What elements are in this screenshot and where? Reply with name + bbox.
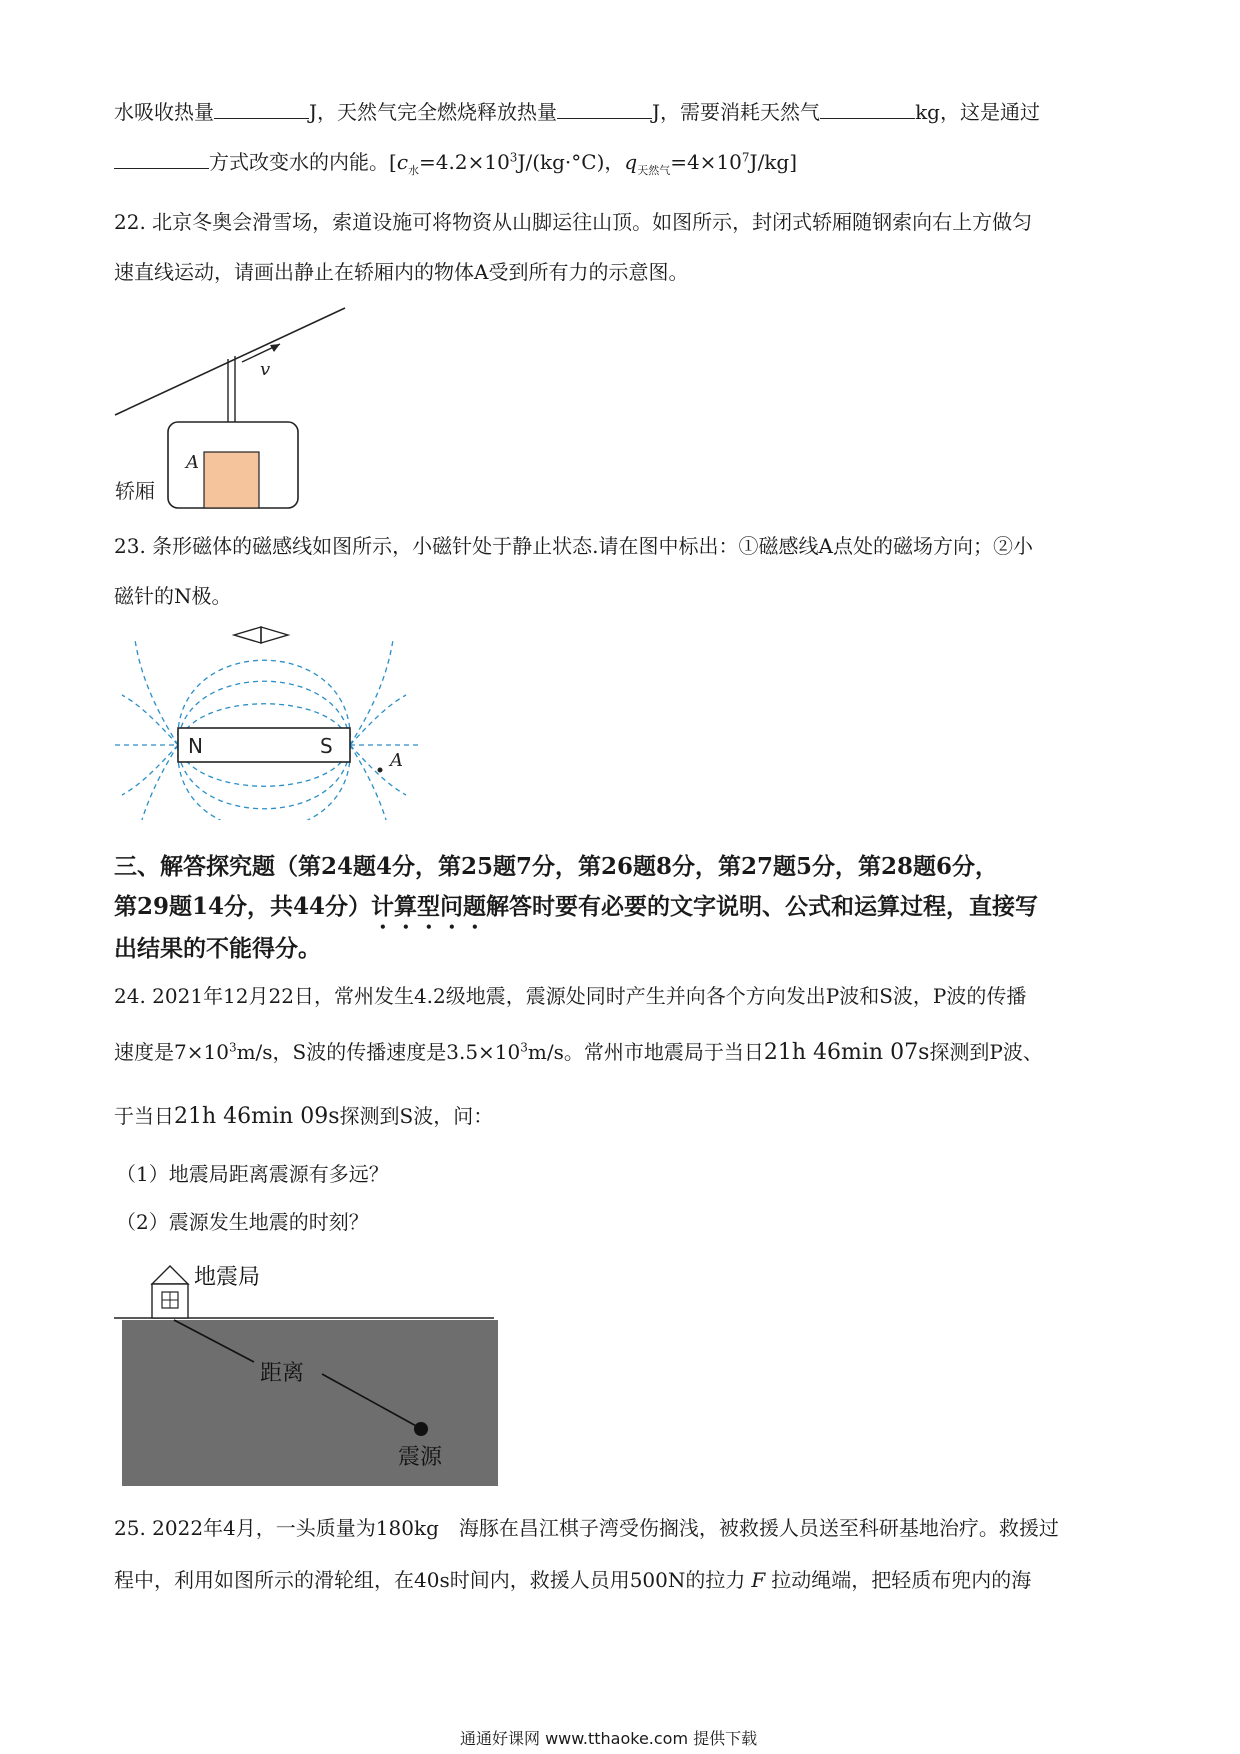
q24-detect-s: 探测到S波，问： — [339, 1104, 494, 1128]
station-roof — [152, 1266, 188, 1284]
field-line-ne-1 — [350, 695, 406, 745]
q21-text-c: J，需要消耗天然气 — [652, 100, 821, 124]
q25-line1 — [114, 1512, 1059, 1541]
q24-sub2: （2）震源发生地震的时刻？ — [116, 1210, 369, 1234]
q25-text-c: 程中，利用如图所示的滑轮组，在40s时间内，救援人员用500N的拉力 — [114, 1568, 746, 1592]
q24-line1: 24. 2021年12月22日，常州发生4.2级地震，震源处同时产生并向各个方向发出P波和S波，P波的传播 — [114, 984, 1027, 1008]
section3-line1: 三、解答探究题（第24题4分，第25题7分，第26题8分，第27题5分，第28题6分， — [114, 853, 999, 880]
q24-detect-p: 探测到P波、 — [929, 1040, 1043, 1064]
field-line-sw-2 — [135, 745, 178, 820]
c-symbol: c — [396, 150, 409, 174]
q24-p-exp: 3 — [228, 1040, 237, 1055]
q23-line1: 23. 条形磁体的磁感线如图所示，小磁针处于静止状态.请在图中标出：①磁感线A点处的磁场方向；②小 — [114, 534, 1033, 558]
steel-cable — [115, 308, 345, 415]
section3-line3: 出结果的不能得分。 — [114, 935, 321, 962]
compass-needle-right — [261, 627, 288, 643]
section3-emphasis: 计算型问题 — [371, 893, 487, 920]
q-unit: J/kg] — [749, 150, 798, 174]
field-line-sw-1 — [122, 745, 178, 795]
q21-line2 — [114, 146, 797, 178]
page-footer: 通通好课网 www.tthaoke.com 提供下载 — [460, 1729, 758, 1748]
earthquake-figure — [112, 1252, 502, 1492]
magnet-figure — [110, 620, 430, 820]
q25-text-d: 拉动绳端，把轻质布兜内的海 — [771, 1568, 1032, 1592]
q24-s-exp: 3 — [520, 1040, 528, 1055]
c-exponent: 3 — [509, 150, 518, 165]
q21-text-b: J，天然气完全燃烧释放热量 — [309, 100, 558, 124]
q21-line1 — [114, 96, 1040, 125]
object-a-label: A — [186, 452, 199, 473]
q23-line2: 磁针的N极。 — [114, 584, 232, 608]
q22-line1: 22. 北京冬奥会滑雪场，索道设施可将物资从山脚运往山顶。如图所示，封闭式轿厢随钢索向右上方做匀 — [114, 210, 1033, 234]
point-a-dot — [378, 768, 383, 773]
field-line-ne-2 — [350, 640, 393, 745]
cabin-label: 轿厢 — [115, 479, 155, 503]
q22-line2: 速直线运动，请画出静止在轿厢内的物体A受到所有力的示意图。 — [114, 260, 689, 284]
q21-text-e: 方式改变水的内能。[ — [209, 150, 397, 174]
q25-line2 — [114, 1564, 1031, 1593]
q-exponent: 7 — [741, 150, 750, 165]
q25-text-a: 25. 2022年4月，一头质量为180kg — [114, 1516, 439, 1540]
q24-line3 — [114, 1100, 493, 1129]
q21-text-d: kg，这是通过 — [915, 100, 1040, 124]
q24-time-p: 21h 46min 07s — [763, 1040, 930, 1065]
q24-p-speed: 速度是7×10 — [114, 1040, 229, 1064]
q21-text-a: 水吸收热量 — [114, 100, 214, 124]
section3-line2-pre: 第29题14分，共44分） — [114, 893, 372, 920]
section3-line2-post: 解答时要有必要的文字说明、公式和运算过程，直接写 — [486, 893, 1039, 920]
field-line-nw-2 — [135, 640, 178, 745]
field-line-se-2 — [350, 745, 393, 820]
c-value: =4.2×10 — [419, 150, 510, 174]
north-pole-label: N — [188, 734, 203, 758]
c-unit: J/(kg·°C)， — [517, 150, 625, 174]
q24-same-day: 于当日 — [114, 1104, 174, 1128]
compass-needle-left — [234, 627, 261, 643]
point-a-label: A — [390, 750, 403, 771]
q24-station-text: m/s。常州市地震局于当日 — [527, 1040, 764, 1064]
force-symbol: F — [751, 1568, 766, 1592]
q-value: =4×10 — [670, 150, 742, 174]
velocity-label: v — [260, 359, 271, 380]
answer-blank-2[interactable] — [557, 98, 652, 119]
object-a — [204, 452, 259, 508]
q24-time-s: 21h 46min 09s — [174, 1104, 340, 1129]
section3-line2 — [114, 888, 1038, 934]
compass-needle[interactable] — [234, 627, 288, 643]
q24-sub1: （1）地震局距离震源有多远？ — [116, 1162, 389, 1186]
answer-blank-3[interactable] — [820, 98, 915, 119]
epicenter-dot — [414, 1422, 428, 1436]
answer-blank-4[interactable] — [114, 148, 209, 169]
south-pole-label: S — [320, 734, 333, 758]
q24-line2 — [114, 1036, 1043, 1065]
q24-s-speed: m/s，S波的传播速度是3.5×10 — [236, 1040, 521, 1064]
cable-car-figure — [110, 300, 360, 515]
answer-blank-1[interactable] — [214, 98, 309, 119]
q25-text-b: 海豚在昌江棋子湾受伤搁浅，被救援人员送至科研基地治疗。救援过 — [458, 1516, 1059, 1540]
field-line-nw-1 — [122, 695, 178, 745]
distance-label: 距离 — [260, 1361, 305, 1386]
q-subscript: 天然气 — [637, 164, 671, 177]
station-label: 地震局 — [194, 1265, 261, 1290]
epicenter-label: 震源 — [398, 1445, 443, 1470]
q-symbol: q — [624, 150, 638, 174]
c-subscript: 水 — [408, 164, 420, 177]
